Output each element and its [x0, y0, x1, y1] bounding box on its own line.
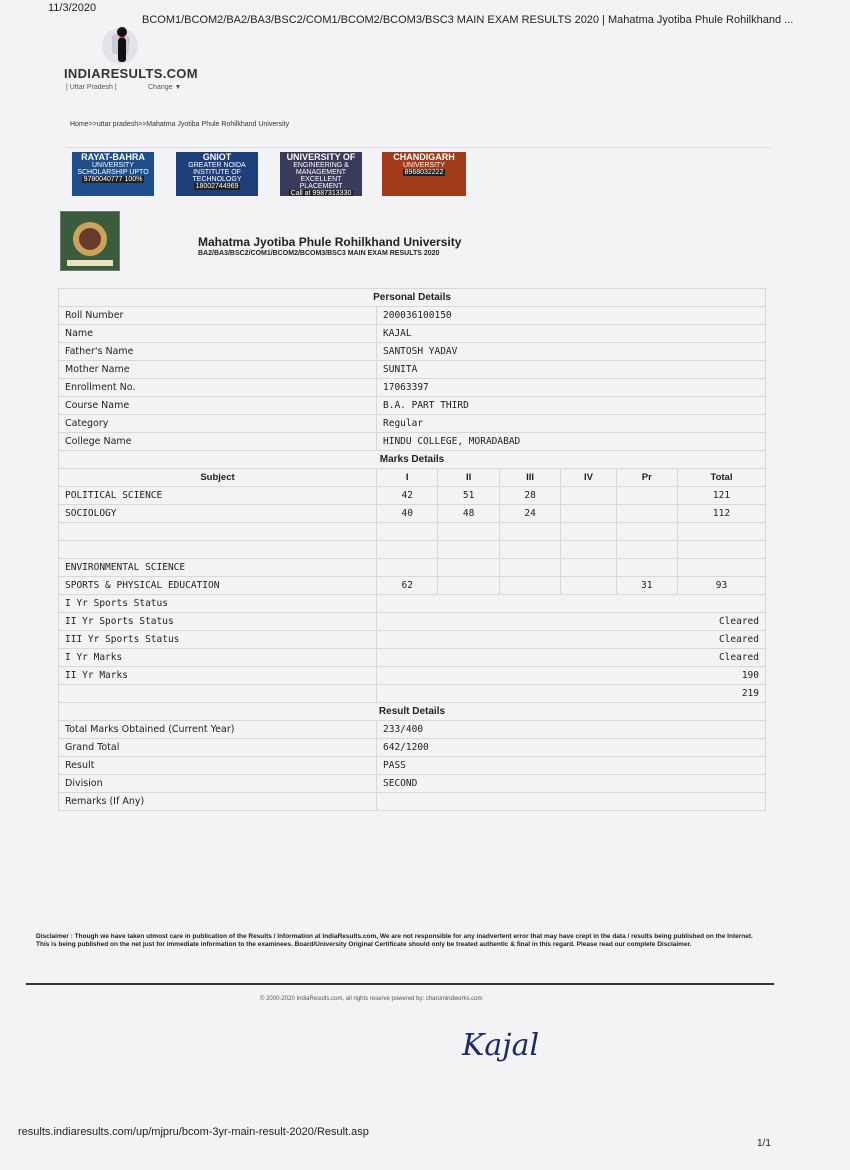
result-value: 642/1200	[377, 739, 766, 757]
field-label: Course Name	[59, 397, 377, 415]
result-details-heading: Result Details	[59, 703, 766, 721]
result-label: Division	[59, 775, 377, 793]
column-header: III	[499, 469, 560, 487]
column-header: Subject	[59, 469, 377, 487]
field-value: B.A. PART THIRD	[377, 397, 766, 415]
mark-cell	[561, 523, 616, 541]
exam-title: BA2/BA3/BSC2/COM1/BCOM2/BCOM3/BSC3 MAIN EXAM RESULTS 2020	[198, 250, 440, 257]
status-row	[59, 613, 766, 631]
field-label: College Name	[59, 433, 377, 451]
status-row	[59, 631, 766, 649]
field-value: 200036100150	[377, 307, 766, 325]
mark-cell	[561, 505, 616, 523]
mark-cell	[499, 541, 560, 559]
status-label: I Yr Sports Status	[59, 595, 377, 613]
ad-text: RAYAT-BAHRA	[81, 152, 145, 162]
subject-name: SOCIOLOGY	[59, 505, 377, 523]
ad-text: EXCELLENT PLACEMENT	[299, 176, 343, 190]
copyright-text: © 2000-2020 IndiaResults.com, all rights reserve powered by: charumindworks.com	[260, 996, 483, 1002]
personal-row	[59, 415, 766, 433]
mark-cell	[677, 523, 765, 541]
personal-row	[59, 325, 766, 343]
mark-cell: 121	[677, 487, 765, 505]
status-row	[59, 595, 766, 613]
status-row	[59, 649, 766, 667]
result-value: PASS	[377, 757, 766, 775]
status-row	[59, 667, 766, 685]
mark-cell	[499, 523, 560, 541]
status-label: I Yr Marks	[59, 649, 377, 667]
mark-cell	[561, 577, 616, 595]
field-value: KAJAL	[377, 325, 766, 343]
mark-cell: 42	[377, 487, 438, 505]
result-value: SECOND	[377, 775, 766, 793]
subject-name	[59, 523, 377, 541]
mark-cell	[377, 541, 438, 559]
mark-cell	[499, 577, 560, 595]
mark-cell	[616, 487, 677, 505]
ad-text: UNIVERSITY OF	[286, 152, 356, 162]
mark-cell	[616, 559, 677, 577]
ad-text: CHANDIGARH	[393, 152, 455, 162]
field-value: HINDU COLLEGE, MORADABAD	[377, 433, 766, 451]
mark-cell	[561, 559, 616, 577]
result-label: Total Marks Obtained (Current Year)	[59, 721, 377, 739]
ad-text: UNIVERSITY	[402, 162, 445, 169]
mark-cell	[616, 523, 677, 541]
field-label: Name	[59, 325, 377, 343]
mark-cell	[677, 541, 765, 559]
marks-header-row	[59, 469, 766, 487]
mark-cell: 24	[499, 505, 560, 523]
field-value: SANTOSH YADAV	[377, 343, 766, 361]
mark-cell	[677, 559, 765, 577]
field-value: Regular	[377, 415, 766, 433]
mark-cell	[438, 541, 499, 559]
field-label: Category	[59, 415, 377, 433]
ad-phone: 18002744969	[195, 183, 239, 190]
subject-name	[59, 541, 377, 559]
status-label: II Yr Marks	[59, 667, 377, 685]
mark-cell: 31	[616, 577, 677, 595]
marks-row	[59, 505, 766, 523]
section-header-row	[59, 289, 766, 307]
column-header: II	[438, 469, 499, 487]
personal-row	[59, 307, 766, 325]
result-table	[58, 288, 766, 811]
mark-cell	[616, 505, 677, 523]
status-value: 219	[377, 685, 766, 703]
mark-cell: 93	[677, 577, 765, 595]
field-label: Roll Number	[59, 307, 377, 325]
ad-text: ENGINEERING & MANAGEMENT	[293, 162, 349, 176]
column-header: IV	[561, 469, 616, 487]
marks-row	[59, 487, 766, 505]
result-label: Grand Total	[59, 739, 377, 757]
status-value: Cleared	[377, 631, 766, 649]
ad-phone: Call at 9987313330	[290, 190, 352, 196]
field-label: Enrollment No.	[59, 379, 377, 397]
change-state-link[interactable]: Change ▼	[148, 84, 182, 91]
logo-figure-icon	[64, 24, 144, 68]
ad-text: INSTITUTE OF TECHNOLOGY	[192, 169, 242, 183]
print-url: results.indiaresults.com/up/mjpru/bcom-3yr-main-result-2020/Result.asp	[18, 1126, 369, 1138]
ad-phone: 8968032222	[404, 169, 444, 176]
divider	[66, 147, 770, 148]
mark-cell	[438, 523, 499, 541]
marks-row	[59, 523, 766, 541]
personal-row	[59, 379, 766, 397]
result-row	[59, 775, 766, 793]
handwritten-signature: Kajal	[462, 1028, 540, 1063]
field-label: Father's Name	[59, 343, 377, 361]
ad-text: SCHOLARSHIP UPTO	[77, 169, 149, 176]
section-header-row	[59, 451, 766, 469]
ad-text: GNIOT	[202, 152, 232, 162]
personal-row	[59, 361, 766, 379]
result-value: 233/400	[377, 721, 766, 739]
column-header: Pr	[616, 469, 677, 487]
subject-name: ENVIRONMENTAL SCIENCE	[59, 559, 377, 577]
result-label: Remarks (If Any)	[59, 793, 377, 811]
page-number: 1/1	[757, 1138, 771, 1149]
subject-name: SPORTS & PHYSICAL EDUCATION	[59, 577, 377, 595]
ad-banner-4[interactable]	[382, 152, 466, 196]
section-header-row	[59, 703, 766, 721]
footer-divider	[26, 983, 774, 985]
ad-banner-1[interactable]	[72, 152, 154, 196]
result-row	[59, 757, 766, 775]
result-row	[59, 793, 766, 811]
marks-row	[59, 577, 766, 595]
mark-cell: 51	[438, 487, 499, 505]
print-date: 11/3/2020	[48, 2, 97, 14]
personal-row	[59, 397, 766, 415]
subject-name: POLITICAL SCIENCE	[59, 487, 377, 505]
ad-banner-3[interactable]	[280, 152, 362, 196]
result-label: Result	[59, 757, 377, 775]
personal-row	[59, 433, 766, 451]
disclaimer-text: Disclaimer : Though we have taken utmost care in publication of the Results / Information at IndiaResults.com, We are not responsible for any inadvertent error that may have crept in the data / results being published on the Internet. This is being published on the net just for immediate information to the examinees. Board/University Original Certificate should only be treated authentic & final in this regard. Please read our complete Disclaimer.	[36, 933, 753, 948]
breadcrumb[interactable]: Home>>uttar pradesh>>Mahatma Jyotiba Phule Rohilkhand University	[70, 121, 290, 128]
personal-row	[59, 343, 766, 361]
field-label: Mother Name	[59, 361, 377, 379]
status-label: II Yr Sports Status	[59, 613, 377, 631]
mark-cell	[499, 559, 560, 577]
status-row	[59, 685, 766, 703]
column-header: Total	[677, 469, 765, 487]
ad-text: UNIVERSITY	[91, 162, 134, 169]
column-header: I	[377, 469, 438, 487]
status-label: III Yr Sports Status	[59, 631, 377, 649]
mark-cell: 112	[677, 505, 765, 523]
ad-text: GREATER NOIDA	[188, 162, 246, 169]
mark-cell	[438, 559, 499, 577]
mark-cell	[438, 577, 499, 595]
mark-cell	[561, 541, 616, 559]
mark-cell	[561, 487, 616, 505]
mark-cell: 40	[377, 505, 438, 523]
status-value: 190	[377, 667, 766, 685]
site-brand[interactable]: INDIARESULTS.COM	[64, 66, 198, 81]
field-value: SUNITA	[377, 361, 766, 379]
mark-cell	[616, 541, 677, 559]
marks-row	[59, 541, 766, 559]
status-value: Cleared	[377, 649, 766, 667]
status-value	[377, 595, 766, 613]
result-row	[59, 721, 766, 739]
university-logo	[60, 211, 120, 271]
marks-details-heading: Marks Details	[59, 451, 766, 469]
state-label: | Uttar Pradesh |	[66, 84, 117, 91]
result-value	[377, 793, 766, 811]
university-name: Mahatma Jyotiba Phule Rohilkhand University	[198, 235, 462, 249]
status-value: Cleared	[377, 613, 766, 631]
status-label	[59, 685, 377, 703]
ad-phone: 9780040777 100%	[83, 176, 143, 183]
personal-details-heading: Personal Details	[59, 289, 766, 307]
field-value: 17063397	[377, 379, 766, 397]
mark-cell	[377, 559, 438, 577]
print-page-title: BCOM1/BCOM2/BA2/BA3/BSC2/COM1/BCOM2/BCOM3/BSC3 MAIN EXAM RESULTS 2020 | Mahatma Jyotiba Phule Rohilkhand ...	[142, 14, 794, 26]
mark-cell	[377, 523, 438, 541]
ad-banner-2[interactable]	[176, 152, 258, 196]
result-row	[59, 739, 766, 757]
mark-cell: 62	[377, 577, 438, 595]
marks-row	[59, 559, 766, 577]
mark-cell: 28	[499, 487, 560, 505]
mark-cell: 48	[438, 505, 499, 523]
